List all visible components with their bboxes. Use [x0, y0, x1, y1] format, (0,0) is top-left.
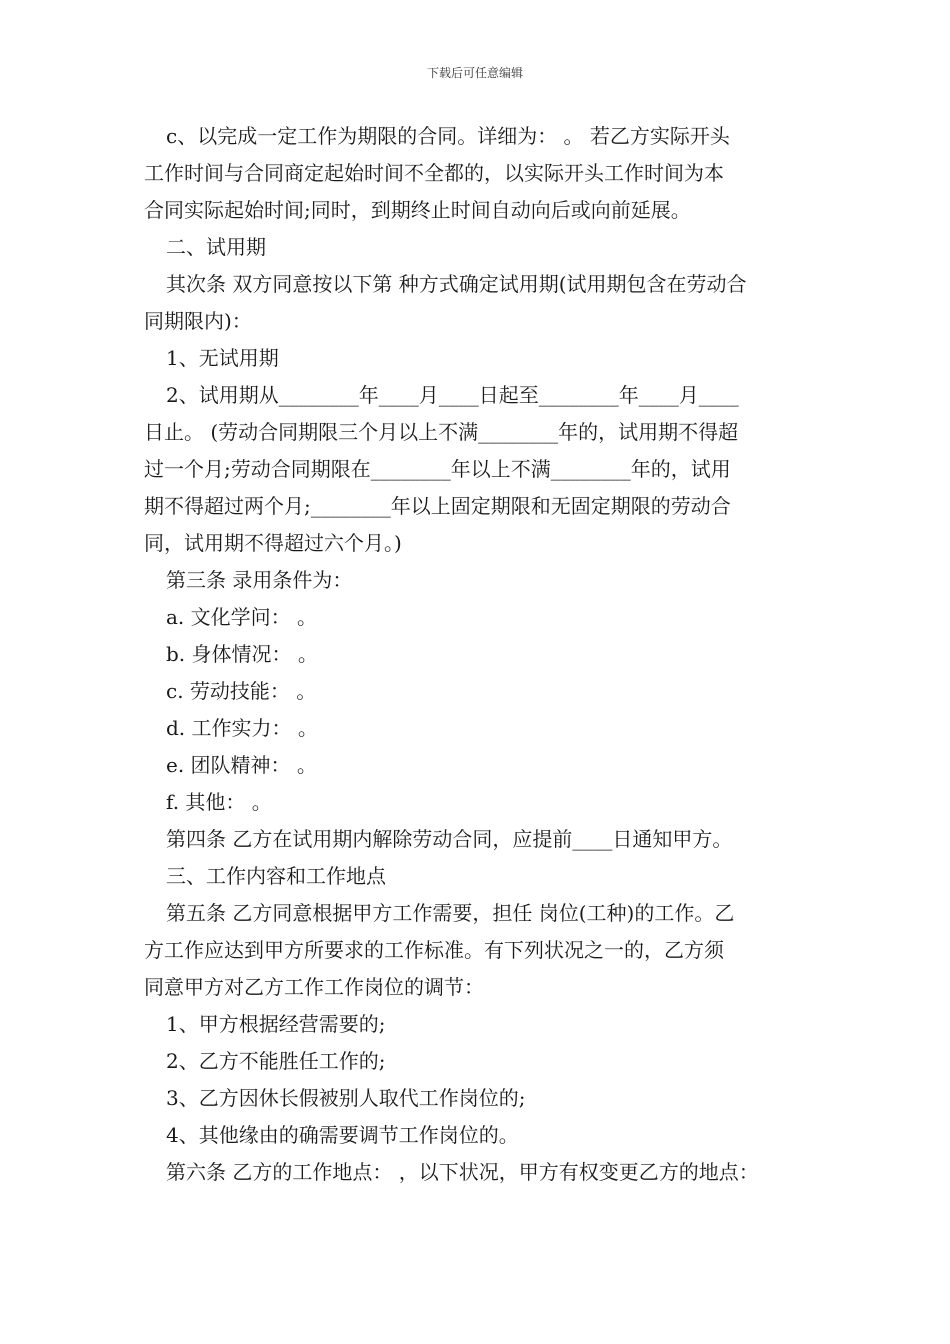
paragraph-line: 同，试用期不得超过六个月。) — [144, 531, 402, 555]
section-heading: 三、工作内容和工作地点 — [166, 864, 386, 888]
list-item: 2、乙方不能胜任工作的; — [166, 1049, 386, 1073]
paragraph-line: 同期限内)： — [144, 309, 252, 333]
list-item: d. 工作实力： 。 — [166, 716, 318, 740]
list-item: b. 身体情况： 。 — [166, 642, 318, 666]
section-heading: 二、试用期 — [166, 235, 266, 259]
list-item: e. 团队精神： 。 — [166, 753, 317, 777]
paragraph-line: 第四条 乙方在试用期内解除劳动合同，应提前____日通知甲方。 — [166, 827, 733, 851]
list-item: a. 文化学问： 。 — [166, 605, 317, 629]
paragraph-line: 第六条 乙方的工作地点： ，以下状况，甲方有权变更乙方的地点： — [166, 1160, 759, 1184]
list-item: 2、试用期从________年____月____日起至________年____月____ — [166, 383, 739, 407]
list-item: 1、甲方根据经营需要的; — [166, 1012, 386, 1036]
document-body — [144, 118, 814, 1191]
paragraph-line: c、以完成一定工作为期限的合同。详细为： 。 若乙方实际开头 — [166, 124, 730, 148]
paragraph-line: 方工作应达到甲方所要求的工作标准。有下列状况之一的，乙方须 — [144, 938, 724, 962]
paragraph-line: 日止。 (劳动合同期限三个月以上不满________年的，试用期不得超 — [144, 420, 739, 444]
paragraph-line: 第五条 乙方同意根据甲方工作需要，担任 岗位(工种)的工作。乙 — [166, 901, 735, 925]
page-header: 下载后可任意编辑 — [426, 66, 523, 80]
list-item: 3、乙方因休长假被别人取代工作岗位的; — [166, 1086, 526, 1110]
list-item: c. 劳动技能： 。 — [166, 679, 317, 703]
paragraph-line: 第三条 录用条件为： — [166, 568, 353, 592]
paragraph-line: 工作时间与合同商定起始时间不全都的，以实际开头工作时间为本 — [144, 161, 724, 185]
list-item: f. 其他： 。 — [166, 790, 272, 814]
paragraph-line: 合同实际起始时间;同时，到期终止时间自动向后或向前延展。 — [144, 198, 691, 222]
paragraph-line: 同意甲方对乙方工作工作岗位的调节： — [144, 975, 484, 999]
list-item: 4、其他缘由的确需要调节工作岗位的。 — [166, 1123, 519, 1147]
paragraph-line: 期不得超过两个月;________年以上固定期限和无固定期限的劳动合 — [144, 494, 731, 518]
paragraph-line: 过一个月;劳动合同期限在________年以上不满________年的，试用 — [144, 457, 731, 481]
list-item: 1、无试用期 — [166, 346, 279, 370]
paragraph-line: 其次条 双方同意按以下第 种方式确定试用期(试用期包含在劳动合 — [166, 272, 747, 296]
